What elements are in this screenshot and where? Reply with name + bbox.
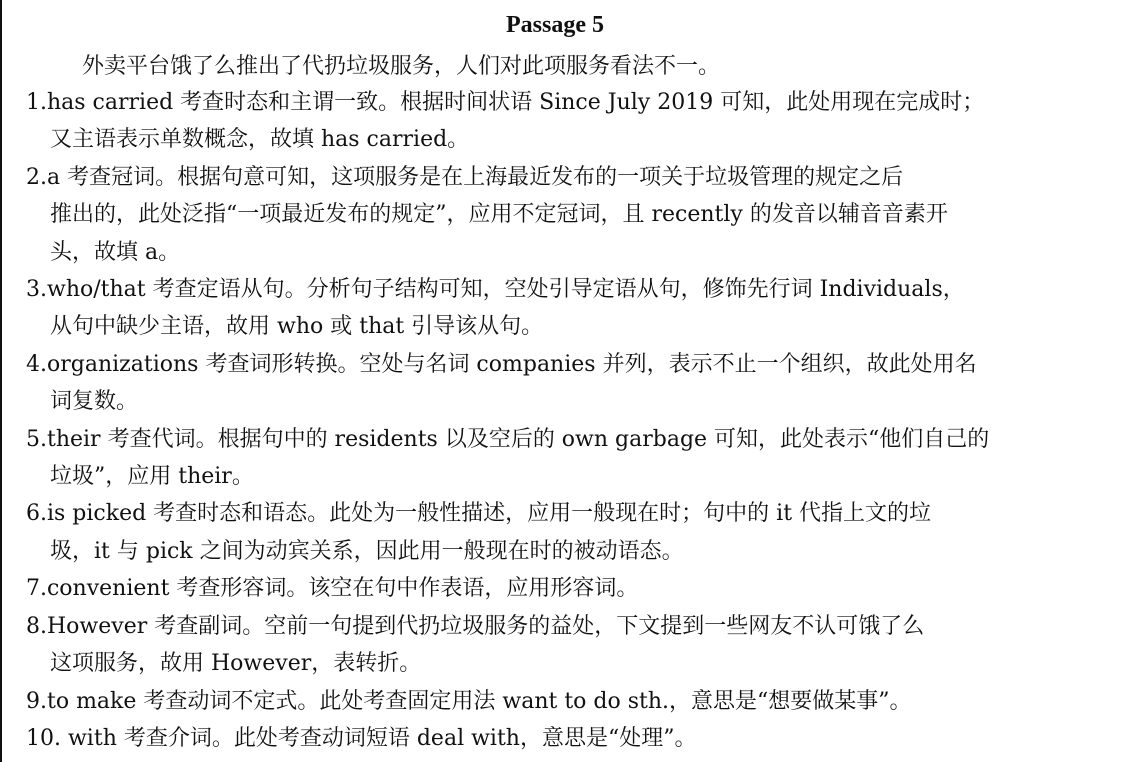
answer-text-continuation: 这项服务，故用 However，表转折。 [50, 651, 422, 677]
answer-item [26, 570, 1090, 607]
answer-text: 4.organizations 考查词形转换。空处与名词 companies 并列，表示不止一个组织，故此处用名 [26, 351, 977, 377]
answer-text-continuation: 又主语表示单数概念，故填 has carried。 [50, 127, 470, 153]
answer-text: 7.convenient 考查形容词。该空在句中作表语，应用形容词。 [26, 576, 639, 602]
answer-text-continuation: 头，故填 a。 [50, 239, 181, 265]
answer-text-continuation: 从句中缺少主语，故用 who 或 that 引导该从句。 [50, 314, 544, 340]
answer-item [26, 720, 1090, 757]
answer-text: 8.However 考查副词。空前一句提到代扔垃圾服务的益处，下文提到一些网友不认可饿了么 [26, 613, 925, 639]
answer-text: 6.is picked 考查时态和语态。此处为一般性描述，应用一般现在时；句中的 it 代指上文的垃 [26, 501, 932, 527]
answer-text: 9.to make 考查动词不定式。此处考查固定用法 want to do sth.，意思是“想要做某事”。 [26, 688, 912, 714]
answer-text: 5.their 考查代词。根据句中的 residents 以及空后的 own garbage 可知，此处表示“他们自己的 [26, 426, 990, 452]
answer-text: 2.a 考查冠词。根据句意可知，这项服务是在上海最近发布的一项关于垃圾管理的规定之后 [26, 164, 904, 190]
answer-item [26, 159, 1090, 271]
passage-title: Passage 5 [506, 12, 604, 38]
answer-item [26, 421, 1090, 496]
answer-text-continuation: 词复数。 [50, 389, 139, 415]
answer-text: 10. with 考查介词。此处考查动词短语 deal with，意思是“处理”。 [26, 725, 697, 751]
answer-item [26, 495, 1090, 570]
answer-text-continuation: 圾，it 与 pick 之间为动宾关系，因此用一般现在时的被动语态。 [50, 538, 684, 564]
answer-item [26, 346, 1090, 421]
answer-item [26, 683, 1090, 720]
left-margin-rule [0, 0, 2, 762]
answer-text: 1.has carried 考查时态和主谓一致。根据时间状语 Since July 2019 可知，此处用现在完成时； [26, 90, 985, 115]
answer-text: 3.who/that 考查定语从句。分析句子结构可知，空处引导定语从句，修饰先行词 Individuals， [26, 277, 965, 303]
answer-list [26, 84, 1090, 757]
answer-item [26, 608, 1090, 683]
answer-item [26, 84, 1090, 159]
passage-intro: 外卖平台饿了么推出了代扔垃圾服务，人们对此项服务看法不一。 [82, 54, 721, 79]
answer-item [26, 271, 1090, 346]
answer-text-continuation: 垃圾”，应用 their。 [50, 464, 254, 490]
answer-text-continuation: 推出的，此处泛指“一项最近发布的规定”，应用不定冠词，且 recently 的发音以辅音音素开 [50, 202, 948, 228]
